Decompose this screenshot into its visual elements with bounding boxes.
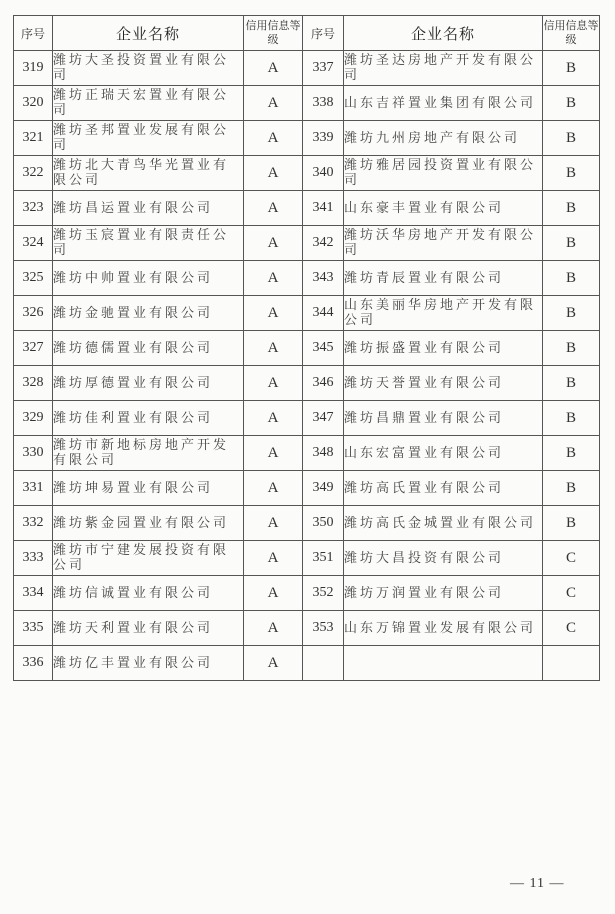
credit-grade-cell: A (244, 576, 303, 611)
table-row (14, 471, 600, 506)
company-name-cell: 潍坊天利置业有限公司 (53, 611, 244, 646)
serial-number-cell: 329 (14, 401, 53, 436)
company-name-cell: 潍坊市新地标房地产开发有限公司 (53, 436, 244, 471)
serial-number-cell: 353 (303, 611, 344, 646)
company-name-cell: 潍坊高氏置业有限公司 (344, 471, 543, 506)
serial-number-cell: 352 (303, 576, 344, 611)
serial-number-cell: 331 (14, 471, 53, 506)
header-serial-number: 序号 (303, 16, 344, 51)
credit-grade-cell: B (543, 401, 600, 436)
credit-grade-cell: C (543, 611, 600, 646)
serial-number-cell: 344 (303, 296, 344, 331)
company-name-cell: 潍坊金驰置业有限公司 (53, 296, 244, 331)
credit-grade-cell: B (543, 156, 600, 191)
company-name-cell: 潍坊坤易置业有限公司 (53, 471, 244, 506)
credit-grade-cell: B (543, 471, 600, 506)
credit-grade-cell: A (244, 51, 303, 86)
table-row (14, 121, 600, 156)
company-name-cell: 潍坊沃华房地产开发有限公司 (344, 226, 543, 261)
company-name-cell: 潍坊青辰置业有限公司 (344, 261, 543, 296)
company-name-cell: 潍坊高氏金城置业有限公司 (344, 506, 543, 541)
header-serial-number: 序号 (14, 16, 53, 51)
serial-number-cell: 334 (14, 576, 53, 611)
credit-grade-cell: A (244, 296, 303, 331)
credit-grade-cell: A (244, 541, 303, 576)
serial-number-cell: 330 (14, 436, 53, 471)
credit-grade-cell: B (543, 226, 600, 261)
credit-grade-cell: A (244, 121, 303, 156)
credit-grade-cell: A (244, 226, 303, 261)
serial-number-cell: 327 (14, 331, 53, 366)
serial-number-cell: 350 (303, 506, 344, 541)
credit-grade-cell: A (244, 401, 303, 436)
table-row (14, 296, 600, 331)
company-name-cell: 潍坊市宁建发展投资有限公司 (53, 541, 244, 576)
credit-grade-cell: B (543, 436, 600, 471)
credit-grade-cell: B (543, 331, 600, 366)
serial-number-cell: 325 (14, 261, 53, 296)
serial-number-cell: 335 (14, 611, 53, 646)
company-name-cell: 潍坊中帅置业有限公司 (53, 261, 244, 296)
serial-number-cell: 337 (303, 51, 344, 86)
credit-grade-cell: A (244, 611, 303, 646)
serial-number-cell: 333 (14, 541, 53, 576)
company-name-cell: 潍坊振盛置业有限公司 (344, 331, 543, 366)
serial-number-cell: 322 (14, 156, 53, 191)
company-name-cell: 潍坊大圣投资置业有限公司 (53, 51, 244, 86)
company-name-cell: 潍坊德儒置业有限公司 (53, 331, 244, 366)
serial-number-cell: 346 (303, 366, 344, 401)
header-company-name: 企业名称 (53, 16, 244, 51)
serial-number-cell: 347 (303, 401, 344, 436)
company-name-cell: 山东宏富置业有限公司 (344, 436, 543, 471)
serial-number-cell (303, 646, 344, 681)
credit-grade-cell: B (543, 366, 600, 401)
header-credit-grade: 信用信息等级 (244, 16, 303, 51)
table-header-row (14, 16, 600, 51)
table-row (14, 226, 600, 261)
table-row (14, 576, 600, 611)
credit-grade-cell: A (244, 366, 303, 401)
credit-grade-cell: B (543, 121, 600, 156)
serial-number-cell: 326 (14, 296, 53, 331)
company-name-cell: 潍坊九州房地产有限公司 (344, 121, 543, 156)
company-name-cell: 潍坊佳利置业有限公司 (53, 401, 244, 436)
company-name-cell: 潍坊圣达房地产开发有限公司 (344, 51, 543, 86)
company-name-cell: 潍坊玉宸置业有限责任公司 (53, 226, 244, 261)
serial-number-cell: 343 (303, 261, 344, 296)
credit-grade-cell: B (543, 506, 600, 541)
table-row (14, 156, 600, 191)
table-row (14, 436, 600, 471)
company-name-cell: 潍坊大昌投资有限公司 (344, 541, 543, 576)
credit-grade-cell: C (543, 576, 600, 611)
table-row (14, 506, 600, 541)
serial-number-cell: 345 (303, 331, 344, 366)
company-name-cell: 潍坊昌鼎置业有限公司 (344, 401, 543, 436)
table-row (14, 331, 600, 366)
table-row (14, 51, 600, 86)
serial-number-cell: 332 (14, 506, 53, 541)
serial-number-cell: 321 (14, 121, 53, 156)
company-name-cell: 潍坊正瑞天宏置业有限公司 (53, 86, 244, 121)
table-row (14, 191, 600, 226)
serial-number-cell: 340 (303, 156, 344, 191)
credit-grade-cell: B (543, 191, 600, 226)
table-row (14, 646, 600, 681)
table-row (14, 611, 600, 646)
credit-grade-cell: A (244, 331, 303, 366)
serial-number-cell: 339 (303, 121, 344, 156)
credit-rating-table (13, 15, 600, 681)
company-name-cell: 山东万锦置业发展有限公司 (344, 611, 543, 646)
credit-grade-cell: B (543, 51, 600, 86)
credit-grade-cell: A (244, 86, 303, 121)
credit-grade-cell: A (244, 261, 303, 296)
table-row (14, 86, 600, 121)
credit-grade-cell (543, 646, 600, 681)
credit-grade-cell: B (543, 86, 600, 121)
company-name-cell: 潍坊昌运置业有限公司 (53, 191, 244, 226)
company-name-cell: 山东美丽华房地产开发有限公司 (344, 296, 543, 331)
serial-number-cell: 342 (303, 226, 344, 261)
serial-number-cell: 328 (14, 366, 53, 401)
credit-grade-cell: B (543, 296, 600, 331)
company-name-cell: 山东豪丰置业有限公司 (344, 191, 543, 226)
company-name-cell (344, 646, 543, 681)
company-name-cell: 潍坊北大青鸟华光置业有限公司 (53, 156, 244, 191)
credit-grade-cell: A (244, 506, 303, 541)
credit-grade-cell: A (244, 191, 303, 226)
company-name-cell: 潍坊紫金园置业有限公司 (53, 506, 244, 541)
serial-number-cell: 336 (14, 646, 53, 681)
company-name-cell: 潍坊万润置业有限公司 (344, 576, 543, 611)
serial-number-cell: 349 (303, 471, 344, 506)
credit-grade-cell: A (244, 156, 303, 191)
company-name-cell: 潍坊亿丰置业有限公司 (53, 646, 244, 681)
company-name-cell: 潍坊厚德置业有限公司 (53, 366, 244, 401)
serial-number-cell: 320 (14, 86, 53, 121)
serial-number-cell: 341 (303, 191, 344, 226)
serial-number-cell: 348 (303, 436, 344, 471)
company-name-cell: 潍坊圣邦置业发展有限公司 (53, 121, 244, 156)
credit-grade-cell: C (543, 541, 600, 576)
credit-grade-cell: A (244, 471, 303, 506)
credit-grade-cell: A (244, 646, 303, 681)
table-row (14, 401, 600, 436)
company-name-cell: 潍坊天誉置业有限公司 (344, 366, 543, 401)
serial-number-cell: 319 (14, 51, 53, 86)
header-credit-grade: 信用信息等级 (543, 16, 600, 51)
header-company-name: 企业名称 (344, 16, 543, 51)
company-name-cell: 山东吉祥置业集团有限公司 (344, 86, 543, 121)
page-number: — 11 — (510, 876, 565, 891)
serial-number-cell: 323 (14, 191, 53, 226)
credit-grade-cell: B (543, 261, 600, 296)
credit-grade-cell: A (244, 436, 303, 471)
serial-number-cell: 324 (14, 226, 53, 261)
company-name-cell: 潍坊雅居园投资置业有限公司 (344, 156, 543, 191)
table-row (14, 261, 600, 296)
table-row (14, 366, 600, 401)
serial-number-cell: 338 (303, 86, 344, 121)
serial-number-cell: 351 (303, 541, 344, 576)
table-row (14, 541, 600, 576)
company-name-cell: 潍坊信诚置业有限公司 (53, 576, 244, 611)
